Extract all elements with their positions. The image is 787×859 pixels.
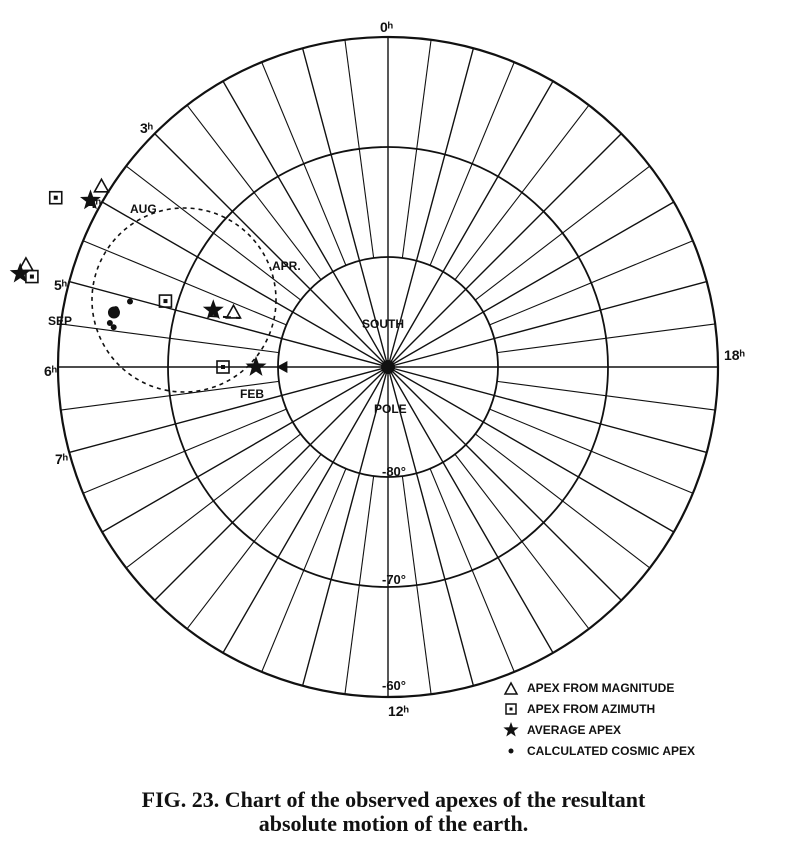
radial-line bbox=[61, 324, 279, 353]
radial-line bbox=[388, 367, 674, 532]
hour-label: 18ʰ bbox=[724, 347, 745, 363]
radial-line bbox=[497, 381, 715, 410]
average-apex-point bbox=[246, 356, 267, 376]
calculated-cosmic-apex-point bbox=[108, 306, 120, 318]
apex-from-magnitude-point bbox=[227, 305, 241, 318]
pole-label-south: SOUTH bbox=[362, 317, 404, 331]
square-center bbox=[221, 365, 225, 369]
radial-line bbox=[475, 434, 650, 568]
hour-label: 7ʰ bbox=[55, 451, 68, 467]
average-apex-point bbox=[10, 263, 31, 283]
radial-line bbox=[155, 134, 388, 367]
legend-item bbox=[505, 681, 674, 695]
month-label: FEB bbox=[240, 387, 264, 401]
legend-label: CALCULATED COSMIC APEX bbox=[527, 744, 695, 758]
radial-line bbox=[475, 166, 650, 300]
calculated-cosmic-apex-point bbox=[111, 324, 117, 330]
radial-line bbox=[126, 166, 301, 300]
legend-triangle-icon bbox=[505, 683, 517, 694]
hour-label: 0ʰ bbox=[380, 19, 393, 35]
calculated-cosmic-apex-point bbox=[127, 298, 133, 304]
month-label: APR. bbox=[272, 259, 301, 273]
declination-label: -60° bbox=[382, 678, 406, 693]
hour-label: 5ʰ bbox=[54, 277, 67, 293]
radial-line bbox=[455, 105, 589, 280]
declination-labels bbox=[382, 464, 406, 693]
radial-line bbox=[155, 367, 388, 600]
radial-line bbox=[402, 476, 431, 694]
radial-line bbox=[388, 367, 553, 653]
apex-from-magnitude-point bbox=[94, 179, 108, 192]
radial-line bbox=[345, 40, 374, 258]
legend-item bbox=[503, 722, 621, 737]
radial-line bbox=[388, 202, 674, 367]
legend-label: APEX FROM MAGNITUDE bbox=[527, 681, 675, 695]
radial-line bbox=[388, 282, 707, 367]
apex-from-azimuth-point bbox=[50, 192, 62, 204]
radial-line bbox=[388, 81, 553, 367]
hour-label: 6ʰ bbox=[44, 363, 57, 379]
legend-item bbox=[506, 702, 655, 716]
radial-line bbox=[345, 476, 374, 694]
pole-label-pole: POLE bbox=[374, 402, 407, 416]
radial-line bbox=[69, 282, 388, 367]
legend-label: AVERAGE APEX bbox=[527, 723, 622, 737]
polar-grid bbox=[58, 37, 718, 697]
square-center bbox=[163, 299, 167, 303]
legend-item bbox=[509, 744, 696, 758]
hour-label: 12ʰ bbox=[388, 703, 409, 719]
radial-line bbox=[187, 454, 321, 629]
hour-label: 4ʰ bbox=[88, 195, 101, 211]
square-center bbox=[54, 196, 58, 200]
figure-caption bbox=[0, 788, 787, 836]
pole-dot bbox=[381, 360, 395, 374]
radial-line bbox=[388, 367, 621, 600]
radial-line bbox=[388, 134, 621, 367]
legend-label: APEX FROM AZIMUTH bbox=[527, 702, 656, 716]
caption-line-2: absolute motion of the earth. bbox=[258, 811, 529, 836]
apex-from-azimuth-point bbox=[159, 295, 171, 307]
hour-label: 3ʰ bbox=[140, 120, 153, 136]
caption-line-1: FIG. 23. Chart of the observed apexes of the resultant bbox=[141, 787, 646, 812]
declination-label: -80° bbox=[382, 464, 406, 479]
radial-line bbox=[223, 367, 388, 653]
radial-line bbox=[388, 367, 707, 452]
legend-star-icon bbox=[503, 722, 518, 737]
legend-dot-icon bbox=[509, 749, 514, 754]
month-label: AUG bbox=[130, 202, 157, 216]
radial-line bbox=[497, 324, 715, 353]
legend bbox=[503, 681, 695, 758]
radial-line bbox=[187, 105, 321, 280]
radial-line bbox=[402, 40, 431, 258]
radial-line bbox=[126, 434, 301, 568]
radial-line bbox=[455, 454, 589, 629]
declination-label: -70° bbox=[382, 572, 406, 587]
square-center bbox=[30, 275, 34, 279]
radial-line bbox=[102, 202, 388, 367]
legend-square-center bbox=[510, 708, 513, 711]
month-label: SEP bbox=[48, 314, 73, 328]
